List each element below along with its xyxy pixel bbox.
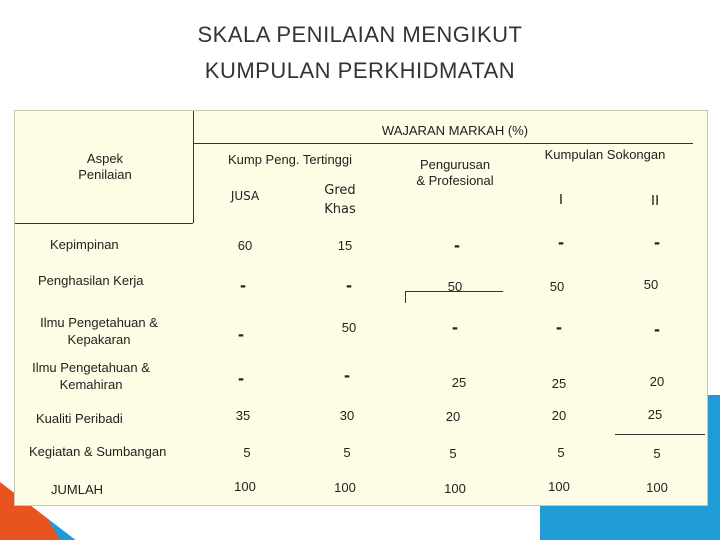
special-grade-header: Gred Khas (324, 183, 356, 217)
table-cell: 100 (444, 481, 466, 496)
table-cell: 100 (334, 480, 356, 495)
table-cell: 35 (235, 408, 251, 423)
row-divider-tick (405, 291, 406, 303)
table-cell: - (454, 235, 460, 255)
table-cell: - (452, 317, 458, 337)
slide-title-line-1: SKALA PENILAIAN MENGIKUT (197, 22, 523, 47)
header-bottom-line (15, 223, 193, 224)
table-cell: 5 (343, 445, 351, 460)
table-cell: 5 (449, 446, 457, 461)
table-cell: 60 (237, 238, 253, 253)
table-cell: - (238, 324, 244, 344)
table-cell: 25 (551, 376, 567, 391)
table-cell: 50 (447, 279, 463, 294)
support-group-1-header: I (558, 191, 564, 208)
table-cell: 20 (649, 374, 665, 389)
row-divider (615, 434, 705, 435)
column-divider (193, 111, 194, 223)
table-cell: 5 (243, 445, 251, 460)
row-label: Kegiatan & Sumbangan (29, 444, 167, 459)
table-cell: 25 (451, 375, 467, 390)
marks-weight-table (14, 110, 708, 506)
row-label: Ilmu Pengetahuan & Kemahiran (32, 360, 150, 392)
table-cell: 50 (549, 279, 565, 294)
jusa-header: JUSA (230, 189, 260, 203)
table-cell: - (238, 368, 244, 388)
slide-title-line-2: KUMPULAN PERKHIDMATAN (204, 58, 516, 83)
top-management-header: Kump Peng. Tertinggi (227, 152, 353, 167)
table-cell: 5 (557, 445, 565, 460)
row-label: Kualiti Peribadi (36, 411, 123, 426)
table-cell: 20 (445, 409, 461, 424)
table-cell: - (556, 317, 562, 337)
table-cell: 30 (339, 408, 355, 423)
row-label: Ilmu Pengetahuan & Kepakaran (40, 315, 158, 347)
table-cell: 20 (551, 408, 567, 423)
row-label: Penghasilan Kerja (38, 273, 144, 288)
row-label: JUMLAH (51, 482, 104, 497)
weight-header: WAJARAN MARKAH (%) (381, 123, 529, 138)
table-cell: - (654, 319, 660, 339)
table-cell: 25 (647, 407, 663, 422)
header-divider (193, 143, 693, 144)
table-cell: 100 (646, 480, 668, 495)
management-professional-header: Pengurusan & Profesional (416, 157, 494, 188)
table-cell: 100 (234, 479, 256, 494)
support-group-header: Kumpulan Sokongan (544, 147, 666, 162)
aspect-header: Aspek Penilaian (78, 151, 132, 182)
table-cell: 5 (653, 446, 661, 461)
table-cell: - (240, 275, 246, 295)
table-cell: 100 (548, 479, 570, 494)
table-cell: 15 (337, 238, 353, 253)
support-group-2-header: II (650, 192, 660, 209)
table-cell: 50 (341, 320, 357, 335)
table-cell: - (654, 232, 660, 252)
table-cell: 50 (643, 277, 659, 292)
table-cell: - (344, 365, 350, 385)
row-label: Kepimpinan (50, 237, 119, 252)
table-cell: - (346, 275, 352, 295)
table-cell: - (558, 232, 564, 252)
